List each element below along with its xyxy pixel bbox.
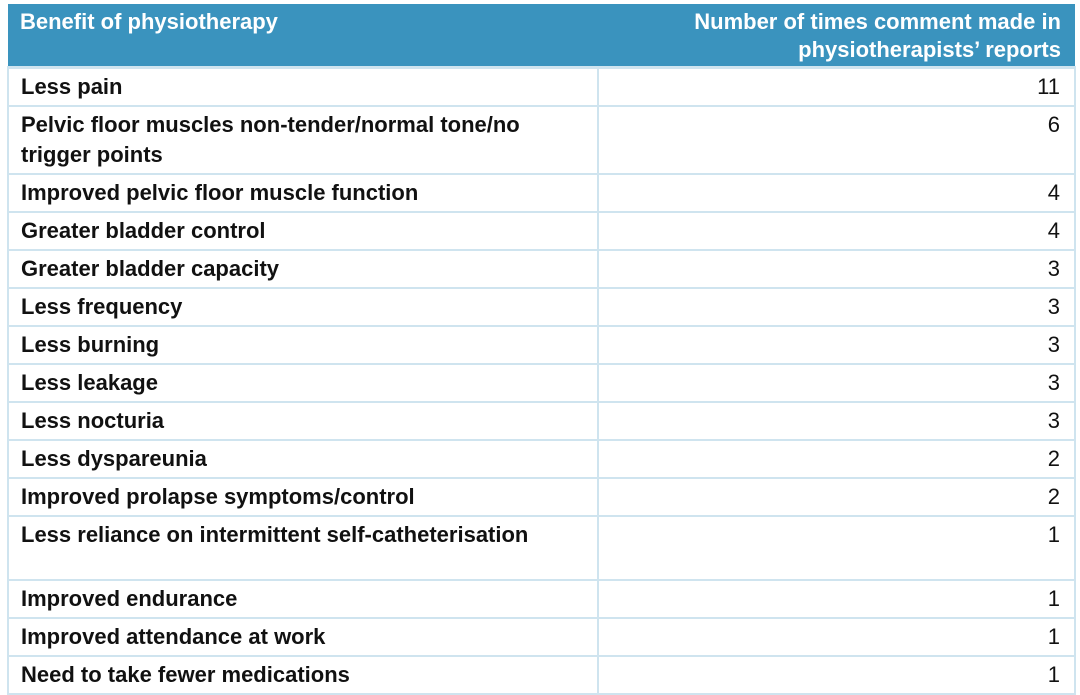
benefit-cell: Less leakage (8, 364, 598, 402)
benefit-cell: Less frequency (8, 288, 598, 326)
count-cell: 1 (598, 656, 1075, 694)
table-row (8, 478, 1075, 516)
benefit-cell: Less burning (8, 326, 598, 364)
header-count: Number of times comment made in physiotherapists’ reports (598, 4, 1075, 68)
benefit-cell: Improved pelvic floor muscle function (8, 174, 598, 212)
table-row (8, 212, 1075, 250)
count-cell: 2 (598, 478, 1075, 516)
table-row (8, 618, 1075, 656)
table-row (8, 580, 1075, 618)
count-cell: 4 (598, 212, 1075, 250)
table-row (8, 440, 1075, 478)
benefit-cell: Pelvic floor muscles non-tender/normal tone/no trigger points (8, 106, 598, 174)
table-row (8, 174, 1075, 212)
count-cell: 11 (598, 68, 1075, 107)
count-cell: 3 (598, 326, 1075, 364)
table-row (8, 106, 1075, 174)
benefit-cell: Less reliance on intermittent self-catheterisation (8, 516, 598, 580)
table-row (8, 364, 1075, 402)
benefit-cell: Greater bladder capacity (8, 250, 598, 288)
benefit-cell: Less nocturia (8, 402, 598, 440)
count-cell: 3 (598, 364, 1075, 402)
benefit-cell: Less pain (8, 68, 598, 107)
header-benefit: Benefit of physiotherapy (8, 4, 598, 68)
count-cell: 4 (598, 174, 1075, 212)
table-row (8, 656, 1075, 694)
table-body (8, 68, 1075, 695)
benefit-cell: Less dyspareunia (8, 440, 598, 478)
table-row (8, 326, 1075, 364)
table-header (8, 4, 1075, 68)
table-row (8, 250, 1075, 288)
count-cell: 3 (598, 402, 1075, 440)
table-row (8, 68, 1075, 107)
benefit-cell: Improved attendance at work (8, 618, 598, 656)
count-cell: 1 (598, 516, 1075, 580)
count-cell: 2 (598, 440, 1075, 478)
benefit-cell: Greater bladder control (8, 212, 598, 250)
header-row (8, 4, 1075, 68)
count-cell: 1 (598, 618, 1075, 656)
count-cell: 3 (598, 288, 1075, 326)
benefits-table (7, 4, 1076, 695)
benefit-cell: Need to take fewer medications (8, 656, 598, 694)
table-row (8, 288, 1075, 326)
count-cell: 3 (598, 250, 1075, 288)
benefit-cell: Improved endurance (8, 580, 598, 618)
table-row (8, 402, 1075, 440)
count-cell: 1 (598, 580, 1075, 618)
table-row (8, 516, 1075, 580)
benefit-cell: Improved prolapse symptoms/control (8, 478, 598, 516)
count-cell: 6 (598, 106, 1075, 174)
